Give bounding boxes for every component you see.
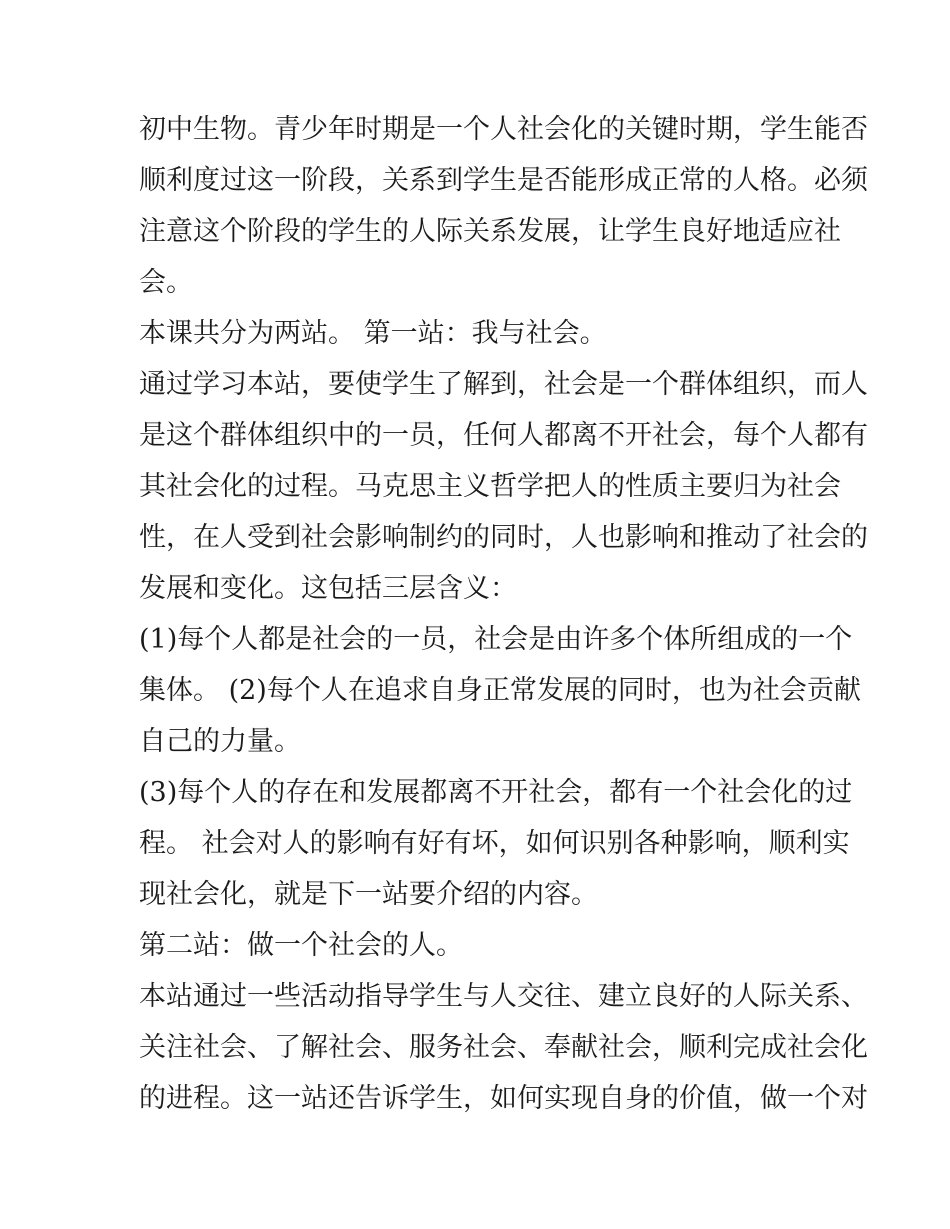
- text-line: 第二站：做一个社会的人。: [139, 930, 463, 961]
- text-line: 本站通过一些活动指导学生与人交往、建立良好的人际关系、: [139, 981, 868, 1012]
- text-line: 发展和变化。这包括三层含义：: [139, 573, 517, 604]
- text-line: 性，在人受到社会影响制约的同时，人也影响和推动了社会的: [139, 522, 868, 553]
- text-line: 本课共分为两站。 第一站：我与社会。: [139, 318, 607, 349]
- text-line: 关注社会、了解社会、服务社会、奉献社会，顺利完成社会化: [139, 1032, 868, 1063]
- text-line: 的进程。这一站还告诉学生，如何实现自身的价值，做一个对: [139, 1083, 868, 1114]
- text-line: 自己的力量。: [139, 726, 301, 757]
- text-line: 程。 社会对人的影响有好有坏，如何识别各种影响，顺利实: [139, 828, 850, 859]
- text-line: (3)每个人的存在和发展都离不开社会，都有一个社会化的过: [139, 777, 853, 808]
- text-line: 初中生物。青少年时期是一个人社会化的关键时期，学生能否: [139, 114, 868, 145]
- text-line: 会。: [139, 267, 193, 298]
- document-body: [139, 104, 868, 1124]
- text-line: 集体。 (2)每个人在追求自身正常发展的同时，也为社会贡献: [139, 675, 861, 706]
- text-line: 注意这个阶段的学生的人际关系发展，让学生良好地适应社: [139, 216, 841, 247]
- text-line: (1)每个人都是社会的一员，社会是由许多个体所组成的一个: [139, 624, 853, 655]
- text-line: 现社会化，就是下一站要介绍的内容。: [139, 879, 598, 910]
- text-line: 其社会化的过程。马克思主义哲学把人的性质主要归为社会: [139, 471, 841, 502]
- text-line: 顺利度过这一阶段，关系到学生是否能形成正常的人格。必须: [139, 165, 868, 196]
- text-line: 通过学习本站，要使学生了解到，社会是一个群体组织，而人: [139, 369, 868, 400]
- text-line: 是这个群体组织中的一员，任何人都离不开社会，每个人都有: [139, 420, 868, 451]
